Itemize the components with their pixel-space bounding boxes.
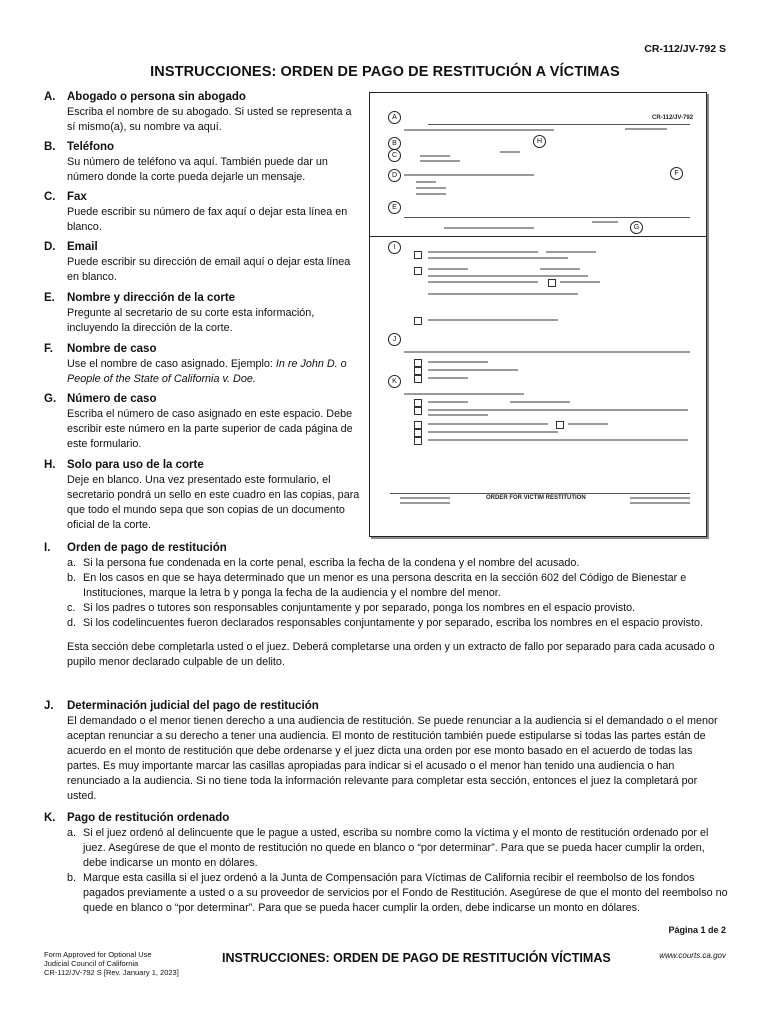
section-heading: Número de caso — [67, 393, 157, 405]
section-text: Escriba el nombre de su abogado. Si usted se representa a sí mismo(a), su nombre va aquí. — [67, 106, 352, 133]
marker-c: C — [388, 149, 401, 162]
section-letter: E. — [44, 292, 55, 304]
form-number: CR-112/JV-792 S — [644, 43, 726, 55]
list-item: a. Si el juez ordenó al delincuente que le pague a usted, escriba su nombre como la víctima y el monto de restitución ordenado por el juez. Asegúrese de que el monto de restitución no quede en blanco o “por determinar”. Para que se pueda hacer cumplir la orden, debe indicarse un monto en dólares. — [67, 827, 709, 869]
footer-title: INSTRUCCIONES: ORDEN DE PAGO DE RESTITUCIÓN VÍCTIMAS — [222, 951, 611, 965]
section-text: Deje en blanco. Una vez presentado este formulario, el secretario pondrá un sello en este cuadro en las copias, para que todo el mundo sepa que son copias de un documento oficial de la corte. — [67, 474, 360, 531]
section-heading: Orden de pago de restitución — [67, 542, 227, 554]
section-text: Use el nombre de caso asignado. Ejemplo: — [67, 358, 276, 370]
marker-e: E — [388, 201, 401, 214]
section-letter: I. — [44, 542, 51, 554]
section-letter: K. — [44, 812, 56, 824]
thumb-footer-caption: ORDER FOR VICTIM RESTITUTION — [486, 495, 586, 501]
marker-i: I — [388, 241, 401, 254]
section-heading: Email — [67, 241, 98, 253]
section-letter: F. — [44, 343, 53, 355]
marker-d: D — [388, 169, 401, 182]
section-k — [44, 811, 728, 916]
form-thumbnail — [369, 92, 707, 537]
section-text: Pregunte al secretario de su corte esta información, incluyendo la dirección de la corte. — [67, 307, 315, 334]
section-heading: Teléfono — [67, 141, 115, 153]
marker-k: K — [388, 375, 401, 388]
page-number: Página 1 de 2 — [668, 925, 726, 935]
section-d — [44, 240, 362, 285]
thumb-form-code: CR-112/JV-792 — [652, 115, 694, 121]
section-example: In re John D. o People of the State of California v. Doe. — [67, 358, 347, 385]
section-text: El demandado o el menor tienen derecho a una audiencia de restitución. Se puede renunciar a la audiencia si el demandado o el menor aceptan renunciar a su derecho a tener una audiencia. El monto de restitución también puede estipularse si todas las partes están de acuerdo en el monto de restitución que debe ordenarse y el juez dicta una orden por ese monto basado en el acuerdo de todas las partes. Es muy importante marcar las casillas apropiadas para indicar si el acusado o el menor han tenido una audiencia o han renunciado a la audiencia. Si no tiene toda la información relevante para completar esta sección, entonces el juez la completará por usted. — [67, 715, 718, 802]
section-letter: D. — [44, 241, 56, 253]
section-heading: Pago de restitución ordenado — [67, 812, 230, 824]
section-letter: A. — [44, 91, 56, 103]
section-heading: Nombre y dirección de la corte — [67, 292, 236, 304]
website-link[interactable]: www.courts.ca.gov — [659, 951, 726, 960]
section-f — [44, 342, 362, 387]
section-letter: C. — [44, 191, 56, 203]
section-h — [44, 458, 362, 533]
list-item: d. Si los codelincuentes fueron declarados responsables conjuntamente y por separado, escriba los nombres en el espacio provisto. — [67, 617, 703, 629]
section-text: Escriba el número de caso asignado en este espacio. Debe escribir este número en la parte superior de cada página de este formulario. — [67, 408, 353, 450]
section-heading: Abogado o persona sin abogado — [67, 91, 246, 103]
marker-a: A — [388, 111, 401, 124]
section-j — [44, 699, 728, 804]
list-item: b. Marque esta casilla si el juez ordenó a la Junta de Compensación para Víctimas de California recibir el reembolso de los fondos pagados previamente a usted o a su proveedor de servicios por el Fondo de Restitución. Asegúrese de que el monto del reembolso no quede en blanco o “por determinar”. Para que se pueda hacer cumplir la orden, debe indicarse un monto en dólares. — [67, 872, 728, 914]
section-letter: H. — [44, 459, 56, 471]
marker-h: H — [533, 135, 546, 148]
section-a — [44, 90, 362, 135]
section-text: Puede escribir su número de fax aquí o dejar esta línea en blanco. — [67, 206, 348, 233]
marker-j: J — [388, 333, 401, 346]
marker-b: B — [388, 137, 401, 150]
section-i — [44, 541, 728, 670]
section-c — [44, 190, 362, 235]
section-text: Puede escribir su dirección de email aquí o dejar esta línea en blanco. — [67, 256, 351, 283]
section-heading: Determinación judicial del pago de restitución — [67, 700, 319, 712]
section-g — [44, 392, 362, 452]
section-letter: B. — [44, 141, 56, 153]
section-letter: G. — [44, 393, 57, 405]
section-b — [44, 140, 362, 185]
section-heading: Nombre de caso — [67, 343, 157, 355]
list-item: c. Si los padres o tutores son responsables conjuntamente y por separado, ponga los nombres en el espacio provisto. — [67, 602, 636, 614]
section-heading: Solo para uso de la corte — [67, 459, 204, 471]
marker-f: F — [670, 167, 683, 180]
section-heading: Fax — [67, 191, 87, 203]
section-text: Su número de teléfono va aquí. También puede dar un número donde la corte pueda dejarle un mensaje. — [67, 156, 328, 183]
page-title: INSTRUCCIONES: ORDEN DE PAGO DE RESTITUCIÓN A VÍCTIMAS — [150, 64, 620, 80]
marker-g: G — [630, 221, 643, 234]
section-e — [44, 291, 362, 336]
form-approval: Form Approved for Optional Use Judicial Council of California CR-112/JV-792 S [Rev. January 1, 2023] — [44, 950, 179, 977]
section-letter: J. — [44, 700, 54, 712]
section-note: Esta sección debe completarla usted o el juez. Deberá completarse una orden y un extracto de fallo por separado para cada acusado o pupilo menor declarado culpable de un delito. — [67, 641, 715, 668]
list-item: a. Si la persona fue condenada en la corte penal, escriba la fecha de la condena y el nombre del acusado. — [67, 557, 580, 569]
list-item: b. En los casos en que se haya determinado que un menor es una persona descrita en la sección 602 del Código de Bienestar e Instituciones, marque la letra b y ponga la fecha de la audiencia y el nombre del menor. — [67, 572, 687, 599]
